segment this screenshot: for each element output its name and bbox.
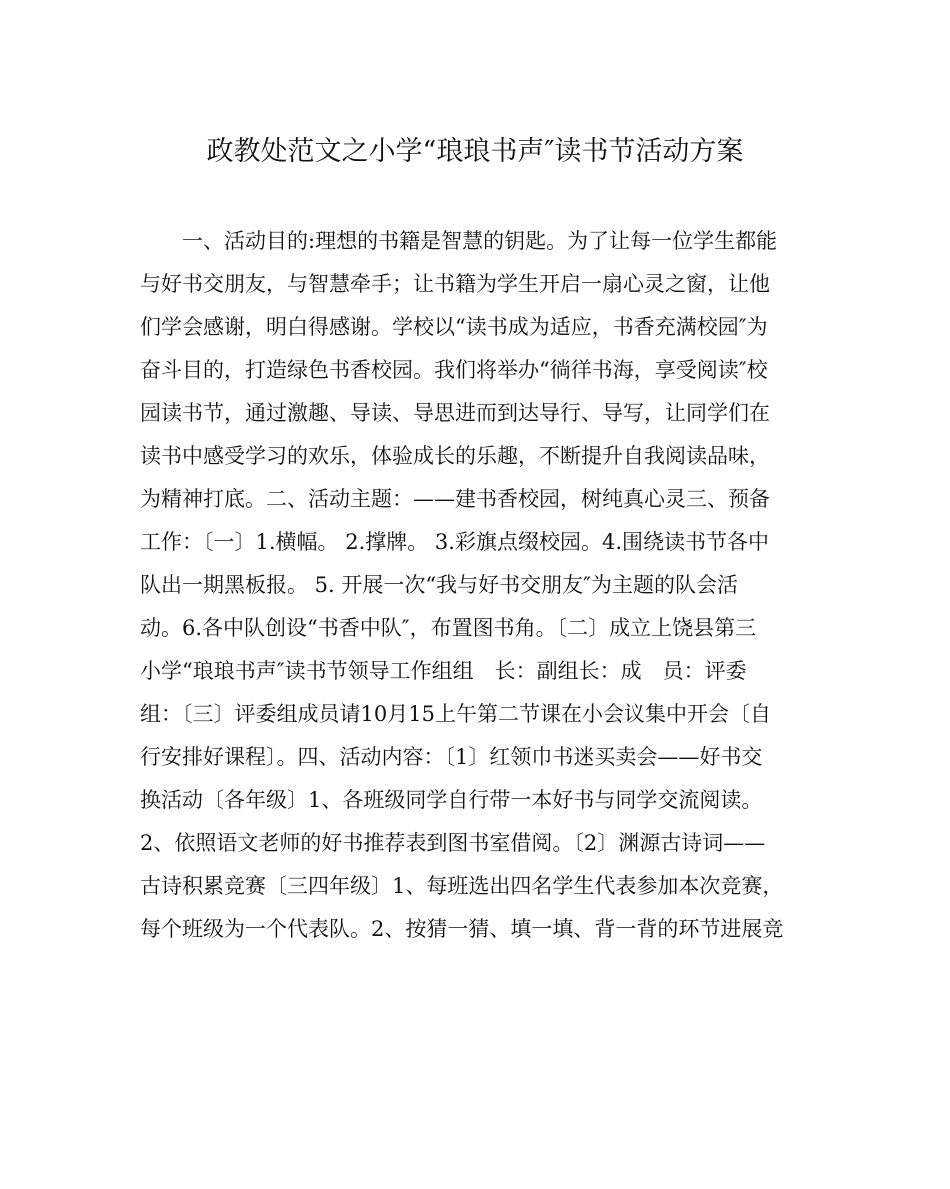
body-line: 组：〔三〕评委组成员请10月15上午第二节课在小会议集中开会〔自 (140, 702, 771, 726)
body-line: 换活动〔各年级〕1、各班级同学自行带一本好书与同学交流阅读。 (140, 788, 763, 812)
body-line: 2、依照语文老师的好书推荐表到图书室借阅。〔2〕渊源古诗词—— (140, 831, 766, 855)
page-title: 政教处范文之小学“琅琅书声″读书节活动方案 (206, 136, 744, 167)
body-line: 奋斗目的，打造绿色书香校园。我们将举办“徜徉书海，享受阅读″校 (140, 358, 768, 382)
body-line: 为精神打底。二、活动主题：——建书香校园，树纯真心灵三、预备 (140, 487, 770, 511)
body-line: 园读书节，通过激趣、导读、导思进而到达导行、导写，让同学们在 (140, 401, 770, 425)
body-line: 古诗积累竞赛〔三四年级〕1、每班选出四名学生代表参加本次竞赛， (140, 874, 784, 898)
body-line: 与好书交朋友，与智慧牵手；让书籍为学生开启一扇心灵之窗，让他 (140, 272, 770, 296)
body-line: 队出一期黑板报。 5. 开展一次“我与好书交朋友″为主题的队会活 (140, 573, 738, 597)
body-line: 们学会感谢，明白得感谢。学校以“读书成为适应，书香充满校园″为 (140, 315, 768, 339)
body-line: 每个班级为一个代表队。2、按猜一猜、填一填、背一背的环节进展竞 (140, 917, 784, 941)
body-line: 动。6.各中队创设“书香中队″，布置图书角。〔二〕成立上饶县第三 (140, 616, 757, 640)
body-line: 一、活动目的:理想的书籍是智慧的钥匙。为了让每一位学生都能 (140, 229, 778, 253)
body-line: 行安排好课程〕。四、活动内容：〔1〕红领巾书迷买卖会——好书交 (140, 745, 763, 769)
body-line: 小学“琅琅书声″读书节领导工作组组 长：副组长：成 员：评委 (140, 659, 747, 683)
body-line: 读书中感受学习的欢乐，体验成长的乐趣，不断提升自我阅读品味， (140, 444, 770, 468)
body-line: 工作：〔一〕1.横幅。 2.撑牌。 3.彩旗点缀校园。4.围绕读书节各中 (140, 530, 769, 554)
